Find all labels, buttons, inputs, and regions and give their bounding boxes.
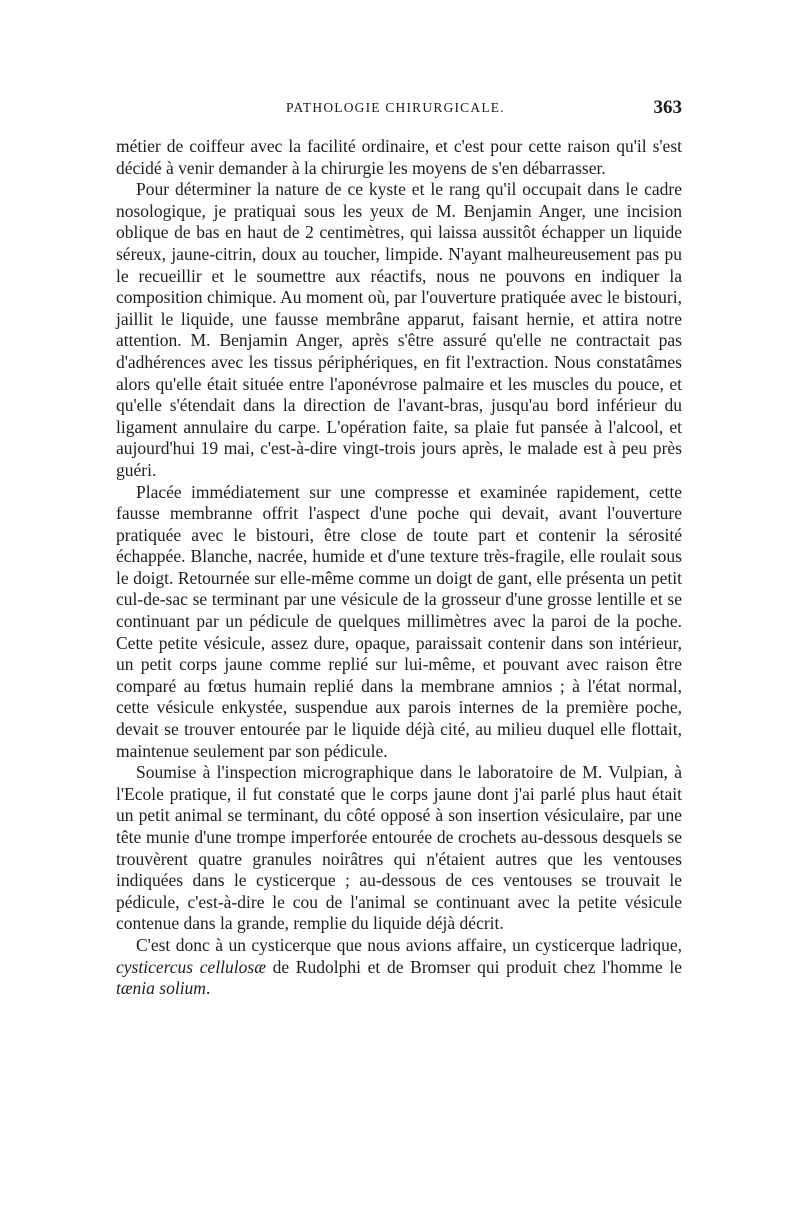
running-title: PATHOLOGIE CHIRURGICALE.	[286, 100, 505, 115]
body-text	[116, 136, 682, 1000]
paragraph-cysticerque-conclusion	[116, 935, 682, 1000]
paragraph-continuation: métier de coiffeur avec la facilité ordinaire, et c'est pour cette raison qu'il s'est décidé à venir demander à la chirurgie les moyens de s'en débarrasser.	[116, 136, 682, 178]
conclusion-text-middle: de Rudolphi et de Bromser qui produit chez l'homme le	[265, 956, 682, 977]
latin-species-name: cysticercus cellulosæ	[116, 956, 266, 977]
paragraph-kyste-incision: Pour déterminer la nature de ce kyste et le rang qu'il occupait dans le cadre nosologique, je pratiquai sous les yeux de M. Benjamin Anger, une incision oblique de bas en haut de 2 centimètres, qui laissa aussitôt échapper un liquide séreux, jaune-citrin, doux au toucher, limpide. N'ayant malheureusement pas pu le recueillir et le soumettre aux réactifs, nous ne pouvons en indiquer la composition chimique. Au moment où, par l'ouverture pratiquée avec le bistouri, jaillit le liquide, une fausse membrâne apparut, faisant hernie, et attira notre attention. M. Benjamin Anger, après s'être assuré qu'elle ne contractait pas d'adhérences avec les tissus périphériques, en fit l'extraction. Nous constatâmes alors qu'elle était située entre l'aponévrose palmaire et les muscles du pouce, et qu'elle s'étendait dans la direction de l'avant-bras, jusqu'au bord inférieur du ligament annulaire du carpe. L'opération faite, sa plaie fut pansée à l'alcool, et aujourd'hui 19 mai, c'est-à-dire vingt-trois jours après, le malade est à peu près guéri.	[116, 179, 682, 480]
taenia-species-name: tænia solium	[116, 978, 206, 999]
page-header	[118, 97, 682, 124]
page-number: 363	[653, 97, 682, 118]
conclusion-text-start: C'est donc à un cysticerque que nous avions affaire, un cysticerque ladrique,	[136, 934, 682, 955]
paragraph-fausse-membrane: Placée immédiatement sur une compresse et examinée rapidement, cette fausse membranne offrit l'aspect d'une poche qui devait, avant l'ouverture pratiquée avec le bistouri, être close de toute part et contenir la sérosité échappée. Blanche, nacrée, humide et d'une texture très-fragile, elle roulait sous le doigt. Retournée sur elle-même comme un doigt de gant, elle présenta un petit cul-de-sac se terminant par une vésicule de la grosseur d'une grosse lentille et se continuant par un pédicule de quelques millimètres avec la paroi de la poche. Cette petite vésicule, assez dure, opaque, paraissait contenir dans son intérieur, un petit corps jaune comme replié sur lui-même, et pouvant avec raison être comparé au fœtus humain replié dans la membrane amnios ; à l'état normal, cette vésicule enkystée, suspendue aux parois internes de la première poche, devait se trouver entourée par le liquide déjà cité, au milieu duquel elle flottait, maintenue seulement par son pédicule.	[116, 481, 682, 761]
paragraph-inspection-micrographique: Soumise à l'inspection micrographique dans le laboratoire de M. Vulpian, à l'Ecole pratique, il fut constaté que le corps jaune dont j'ai parlé plus haut était un petit animal se terminant, du côté opposé à son insertion vésiculaire, par une tête munie d'une trompe imperforée entourée de crochets au-dessous desquels se trouvèrent quatre granules noirâtres qui n'étaient autres que les ventouses indiquées dans le cysticerque ; au-dessous de ces ventouses se trouvait le pédicule, c'est-à-dire le cou de l'animal se continuant avec la petite vésicule contenue dans la grande, remplie du liquide déjà décrit.	[116, 762, 682, 934]
conclusion-text-end: .	[205, 978, 211, 999]
